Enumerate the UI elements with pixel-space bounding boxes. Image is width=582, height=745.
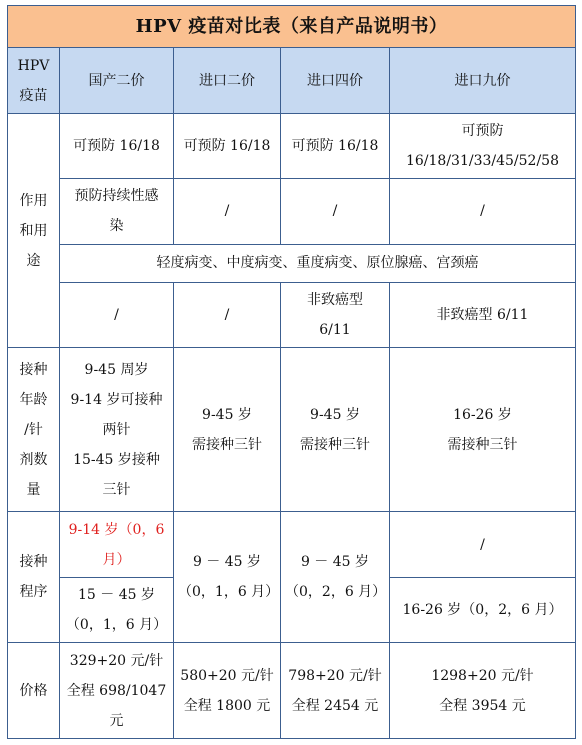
schedule-nonavalent-placeholder: / bbox=[390, 512, 576, 577]
schedule-imported-bivalent: 9 － 45 岁 （0，1，6 月） bbox=[174, 512, 281, 643]
price-imported-bivalent: 580+20 元/针 全程 1800 元 bbox=[174, 643, 281, 739]
non-oncogenic-imported-quadrivalent: 非致癌型 6/11 bbox=[281, 282, 390, 347]
age-domestic-bivalent: 9-45 周岁 9-14 岁可接种 两针 15-45 岁接种 三针 bbox=[60, 348, 174, 512]
schedule-domestic-9-14: 9-14 岁（0，6 月） bbox=[60, 512, 174, 577]
row-header-age-doses: 接种 年龄 /针 剂数 量 bbox=[8, 348, 60, 512]
row-header-efficacy: 作用 和用 途 bbox=[8, 113, 60, 348]
non-oncogenic-imported-nonavalent: 非致癌型 6/11 bbox=[390, 282, 576, 347]
corner-header: HPV 疫苗 bbox=[8, 48, 60, 113]
price-imported-nonavalent: 1298+20 元/针 全程 3954 元 bbox=[390, 643, 576, 739]
age-imported-bivalent: 9-45 岁 需接种三针 bbox=[174, 348, 281, 512]
hpv-comparison-table bbox=[7, 5, 576, 739]
row-header-schedule: 接种 程序 bbox=[8, 512, 60, 643]
efficacy-imported-nonavalent: 可预防 16/18/31/33/45/52/58 bbox=[390, 113, 576, 178]
age-imported-quadrivalent: 9-45 岁 需接种三针 bbox=[281, 348, 390, 512]
non-oncogenic-imported-bivalent: / bbox=[174, 282, 281, 347]
col-header-imported-quadrivalent: 进口四价 bbox=[281, 48, 390, 113]
col-header-domestic-bivalent: 国产二价 bbox=[60, 48, 174, 113]
schedule-domestic-15-45: 15 － 45 岁 （0，1，6 月） bbox=[60, 577, 174, 642]
row-header-price: 价格 bbox=[8, 643, 60, 739]
table-title: HPV 疫苗对比表（来自产品说明书） bbox=[8, 6, 576, 48]
persistent-infection-domestic: 预防持续性感 染 bbox=[60, 179, 174, 244]
lesions-common-row: 轻度病变、中度病变、重度病变、原位腺癌、宫颈癌 bbox=[60, 244, 576, 282]
efficacy-imported-bivalent: 可预防 16/18 bbox=[174, 113, 281, 178]
schedule-imported-nonavalent: 16-26 岁（0，2，6 月） bbox=[390, 577, 576, 642]
price-domestic-bivalent: 329+20 元/针 全程 698/1047 元 bbox=[60, 643, 174, 739]
non-oncogenic-domestic: / bbox=[60, 282, 174, 347]
efficacy-domestic-bivalent: 可预防 16/18 bbox=[60, 113, 174, 178]
schedule-imported-quadrivalent: 9 － 45 岁 （0，2，6 月） bbox=[281, 512, 390, 643]
efficacy-imported-quadrivalent: 可预防 16/18 bbox=[281, 113, 390, 178]
col-header-imported-nonavalent: 进口九价 bbox=[390, 48, 576, 113]
price-imported-quadrivalent: 798+20 元/针 全程 2454 元 bbox=[281, 643, 390, 739]
persistent-infection-imported-quadrivalent: / bbox=[281, 179, 390, 244]
persistent-infection-imported-bivalent: / bbox=[174, 179, 281, 244]
col-header-imported-bivalent: 进口二价 bbox=[174, 48, 281, 113]
age-imported-nonavalent: 16-26 岁 需接种三针 bbox=[390, 348, 576, 512]
persistent-infection-imported-nonavalent: / bbox=[390, 179, 576, 244]
